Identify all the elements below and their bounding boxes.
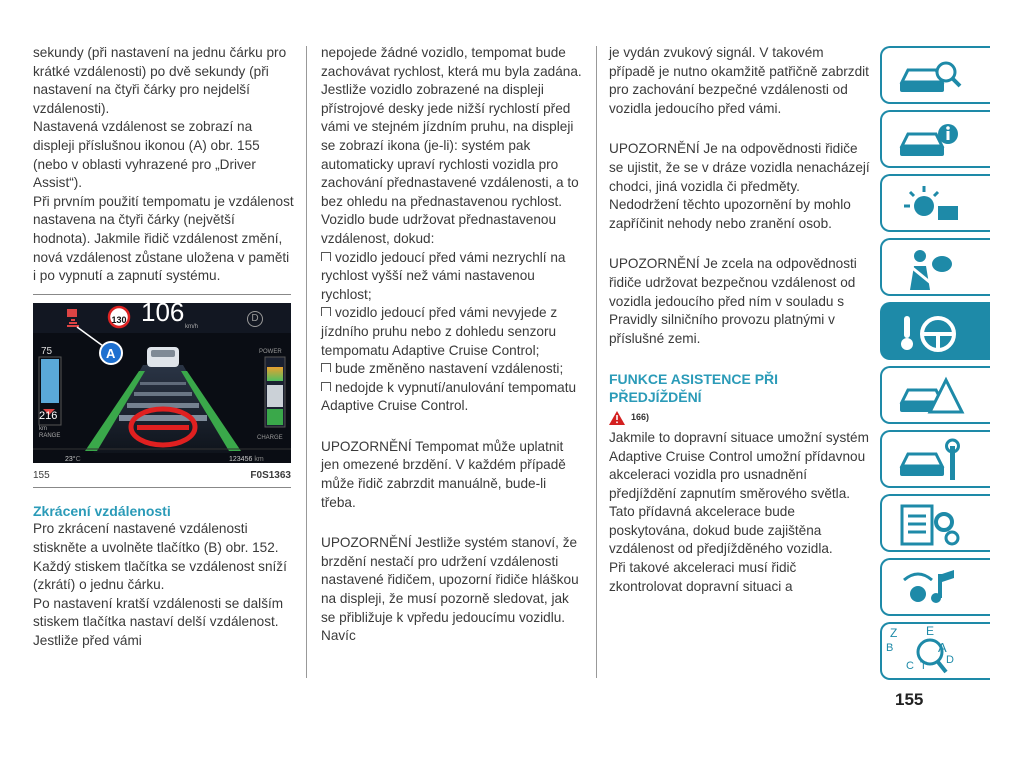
tab-emergency[interactable] [880,366,990,424]
index-letter: E [926,624,935,638]
paragraph: nepojede žádné vozidlo, tempomat bude zachovávat rychlost, která mu byla zadána. [321,45,582,79]
paragraph: Při takové akceleraci musí řidič zkontrolovat dopravní situaci a [609,560,797,594]
speed-limit-value: 130 [111,314,127,325]
index-letter: B [886,642,894,654]
section-heading: FUNKCE ASISTENCE PŘI PŘEDJÍŽDĚNÍ [609,371,779,406]
paragraph: Po nastavení kratší vzdálenosti se dalším stiskem tlačítka nastaví delší vzdálenost. Jestliže před vámi [33,595,284,648]
divider [33,487,291,488]
warning-paragraph: UPOZORNĚNÍ Je zcela na odpovědnosti řidiče udržovat bezpečnou vzdálenost od vozidla jedoucího před ním v souladu s Pravidly silničního provozu platnými v příslušné zemi. [609,256,857,346]
column-divider [306,46,307,678]
tab-maintenance[interactable] [880,430,990,488]
paragraph: Jakmile to dopravní situace umožní systém Adaptive Cruise Control umožní přídavnou akceleraci vozidla pro usnadnění předjíždění zapnutím směrového světla. Tato přídavná akcelerace bude poskytována, dokud bude zajištěna vzdálenost od předjížděného vozidla. [609,429,869,557]
index-letter: Z [890,626,898,640]
tab-multimedia[interactable] [880,558,990,616]
warning-paragraph: UPOZORNĚNÍ Tempomat může uplatnit jen omezené brzdění. V každém případě může řidič zabrzdit manuálně, bude-li třeba. [321,438,566,510]
tab-index[interactable] [880,622,990,680]
car-warning-triangle-icon [896,372,966,422]
instrument-cluster-figure [33,296,291,463]
outside-temperature: 23°C [65,455,81,463]
tab-dashboard-lights[interactable] [880,174,990,232]
charge-label: CHARGE [257,434,283,441]
odometer: 123456 km [229,455,264,463]
index-letter: T [920,660,927,672]
column-2 [321,44,583,646]
key-steering-wheel-icon [896,308,966,358]
index-letter: C [906,660,914,672]
specifications-gears-icon [896,500,966,550]
warning-paragraph: UPOZORNĚNÍ Je na odpovědnosti řidiče se ujistit, že se v dráze vozidla nenacházejí chodci, jiná vozidla či předměty. Nedodržení těchto upozornění by mohlo zapříčinit nehody nebo zranění osob. [609,141,870,231]
bullet-item: nedojde k vypnutí/anulování tempomatu Adaptive Cruise Control. [321,379,577,414]
bullet-item: bude změněno nastavení vzdálenosti; [321,360,583,379]
range-value: 216 [39,409,58,422]
car-search-icon [896,52,966,102]
callout-label: A [106,345,116,361]
bullet-icon [321,363,331,372]
fuel-percent: 75 [41,345,53,357]
speed-unit: km/h [185,323,199,330]
gear-indicator: D [247,311,263,327]
paragraph: je vydán zvukový signál. V takovém případě je nutno okamžitě patřičně zabrzdit pro zachování bezpečné vzdálenosti od vozidla jedoucího před vámi. [609,45,869,116]
section-heading: Zkrácení vzdálenosti [33,503,171,520]
figure-caption [33,467,291,486]
paragraph: Pro zkrácení nastavené vzdálenosti stiskněte a uvolněte tlačítko (B) obr. 152. [33,521,279,555]
paragraph: Jestliže vozidlo zobrazené na displeji přístrojové desky jede nižší rychlostí před vámi ve stejném jízdním pruhu, na displeji se zobrazí ikona (je-li): systém pak automaticky upraví rychlosti vozidla pro zachování přednastavené vzdálenosti, a to bez ohledu na přednastavenou rychlost. [321,82,579,209]
bullet-icon [321,382,331,391]
multimedia-music-icon [896,564,966,614]
tab-car-search[interactable] [880,46,990,104]
figure-code: F0S1363 [250,469,291,481]
bullet-item: vozidlo jedoucí před vámi nevyjede z jízdního pruhu nebo z dohledu senzoru tempomatu Adaptive Cruise Control; [321,305,558,358]
paragraph: sekundy (při nastavení na jednu čárku pro krátké vzdálenosti) po dvě sekundy (při nastavení na čtyři čárky pro nejdelší vzdálenosti). [33,45,287,116]
index-letter: A [938,640,947,655]
tab-starting-driving[interactable] [880,302,990,360]
index-letter: D [946,654,954,666]
bullet-icon [321,252,331,261]
power-label: POWER [259,348,282,355]
page-number: 155 [895,690,924,709]
paragraph: Při prvním použití tempomatu je vzdálenost nastavena na čtyři čárky (největší hodnota). Jakmile řidič vzdálenost změní, nová vzdálenost zůstane uložena v paměti i po vypnutí a zapnutí systému. [33,193,294,284]
car-info-icon [896,116,966,166]
tab-safety[interactable] [880,238,990,296]
column-3 [609,44,871,596]
paragraph: Každý stiskem tlačítka se vzdálenost sníží (zkrátí) o jednu čárku. [33,558,287,593]
tab-car-info[interactable] [880,110,990,168]
bullet-icon [321,307,331,316]
tab-technical-data[interactable] [880,494,990,552]
paragraph: Vozidlo bude udržovat přednastavenou vzdálenost, dokud: [321,212,557,246]
seatbelt-airbag-icon [896,244,966,294]
column-divider [596,46,597,678]
divider [33,294,291,295]
cluster-illustration [33,296,291,463]
figure-number: 155 [33,469,50,481]
warning-triangle-icon [609,411,625,425]
speed-value: 106 [141,296,185,327]
warning-paragraph: UPOZORNĚNÍ Jestliže systém stanoví, že brzdění nestačí pro udržení vzdálenosti nastavené řidičem, upozorní řidiče hláškou na displeji, že musí pozorně sledovat, jak se přibližuje k vpředu jedoucímu vozidlu. Navíc [321,535,579,644]
paragraph: Nastavená vzdálenost se zobrazí na displeji příslušnou ikonou (A) obr. 155 (nebo v oblasti vyhrazené pro „Driver Assist“). [33,119,260,191]
warning-reference: 166) [609,408,871,427]
range-label: RANGE [39,432,61,439]
dashboard-lights-icon [896,180,966,230]
column-1 [33,44,295,650]
range-unit: km [39,425,47,432]
car-wrench-icon [896,436,966,486]
bullet-item: vozidlo jedoucí před vámi nezrychlí na rychlost vyšší než vámi nastavenou rychlost; [321,249,566,302]
